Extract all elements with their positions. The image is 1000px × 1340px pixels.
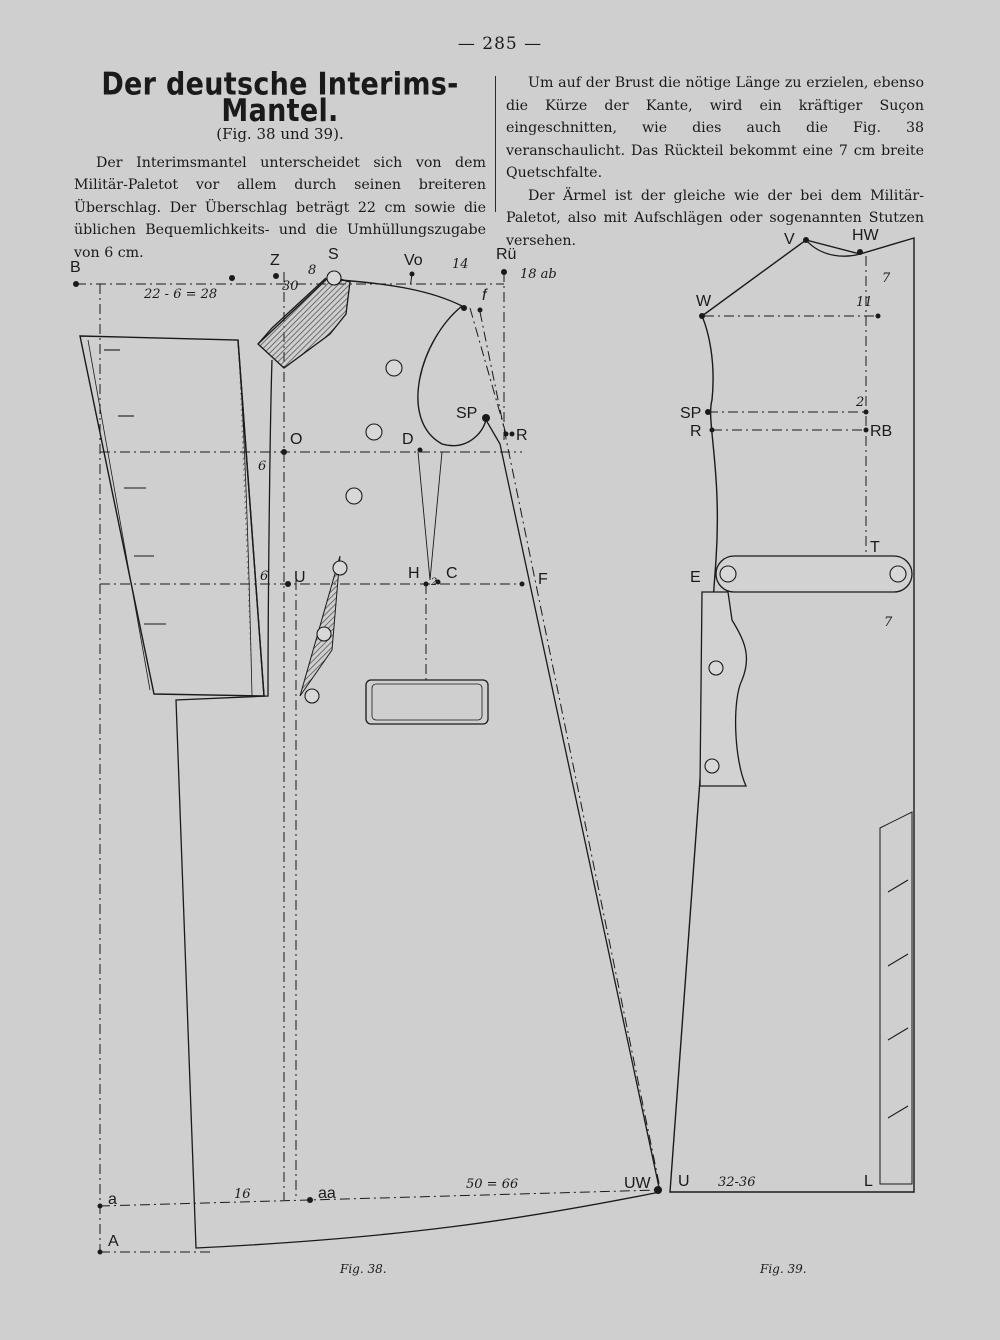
label-H: H: [408, 565, 420, 582]
fig39-construction-lines: [704, 256, 878, 560]
measure-6-lower: 6: [260, 569, 269, 584]
measure-width: 32-36: [718, 1175, 756, 1190]
measure-hem: 50 = 66: [466, 1177, 519, 1192]
page-heading: Der deutsche Interims-Mantel.: [101, 66, 459, 129]
belt-button-right: [890, 566, 906, 582]
label-a: a: [108, 1191, 117, 1208]
fig39-markers: [699, 237, 881, 433]
figure-reference: (Fig. 38 und 39).: [216, 125, 344, 143]
button-4: [333, 561, 347, 575]
fig38-measures: [143, 257, 557, 1202]
measure-18ab: 18 ab: [520, 267, 557, 282]
label-SP: SP: [456, 405, 478, 422]
button-6: [305, 689, 319, 703]
button-3: [346, 488, 362, 504]
label-U: U: [678, 1173, 690, 1190]
label-UW: UW: [624, 1175, 651, 1192]
label-S: S: [328, 246, 339, 263]
label-RB: RB: [870, 423, 893, 440]
measure-11: 11: [856, 295, 873, 310]
fig38-pattern: [76, 272, 660, 1252]
paragraph-right-1: Um auf der Brust die nötige Länge zu erzielen, ebenso die Kürze der Kante, wird ein kräftiger Suçon eingeschnitten, wie dies auch die Fig. 38 veranschaulicht. Das Rückteil bekommt eine 7 cm breite Quetschfalte.: [506, 75, 924, 181]
measure-30: 30: [282, 279, 299, 294]
label-A: A: [108, 1233, 119, 1250]
label-HW: HW: [852, 227, 879, 244]
label-Vo: Vo: [404, 252, 423, 269]
measure-2: 2: [431, 577, 438, 588]
belt-button-left: [720, 566, 736, 582]
label-Z: Z: [270, 252, 280, 269]
label-U: U: [294, 569, 306, 586]
label-aa: aa: [318, 1185, 336, 1202]
button-2: [366, 424, 382, 440]
button-1: [386, 360, 402, 376]
vent-button-2: [705, 759, 719, 773]
label-W: W: [696, 293, 712, 310]
label-F: F: [538, 571, 548, 588]
measure-14: 14: [452, 257, 469, 272]
paragraph-right-2: Der Ärmel ist der gleiche wie der bei dem Militär-Paletot, also mit Aufschlägen oder sogenannten Stutzen versehen.: [506, 187, 924, 249]
fig38-markers: [73, 269, 662, 1255]
label-Ru: Rü: [496, 246, 517, 263]
label-D: D: [402, 431, 414, 448]
fig38-labels: [70, 246, 652, 1250]
measure-2: 2: [856, 395, 865, 410]
label-L: L: [864, 1173, 873, 1190]
page-number: — 285 —: [457, 34, 543, 54]
fig39-measures: [718, 271, 893, 1190]
label-E: E: [690, 569, 701, 586]
measure-6-upper: 6: [258, 459, 267, 474]
label-SP: SP: [680, 405, 702, 422]
button-5: [317, 627, 331, 641]
label-V: V: [784, 231, 795, 248]
label-C: C: [446, 565, 458, 582]
measure-8: 8: [308, 263, 317, 278]
fig38-construction-lines: [76, 272, 660, 1252]
measure-7-mid: 7: [884, 615, 893, 630]
label-B: B: [70, 259, 81, 276]
label-O: O: [290, 431, 303, 448]
measure-top-width: 22 - 6 = 28: [144, 287, 218, 302]
fig39-caption: Fig. 39.: [760, 1262, 807, 1276]
fig39-pattern: [670, 238, 914, 1192]
shoulder-point-s: [327, 271, 341, 285]
measure-16: 16: [234, 1187, 251, 1202]
label-T: T: [870, 539, 880, 556]
measure-7-top: 7: [882, 271, 891, 286]
label-f: f: [482, 287, 487, 304]
label-R: R: [516, 427, 528, 444]
vent-button-1: [709, 661, 723, 675]
fig38-caption: Fig. 38.: [340, 1262, 387, 1276]
label-R: R: [690, 423, 702, 440]
paragraph-left-1: Der Interimsmantel unterscheidet sich von dem Militär-Paletot vor allem durch seinen breiteren Überschlag. Der Überschlag beträgt 22 cm sowie die üblichen Bequemlichkeits- und die Umhüllungszugabe von 6 cm.: [74, 154, 486, 261]
